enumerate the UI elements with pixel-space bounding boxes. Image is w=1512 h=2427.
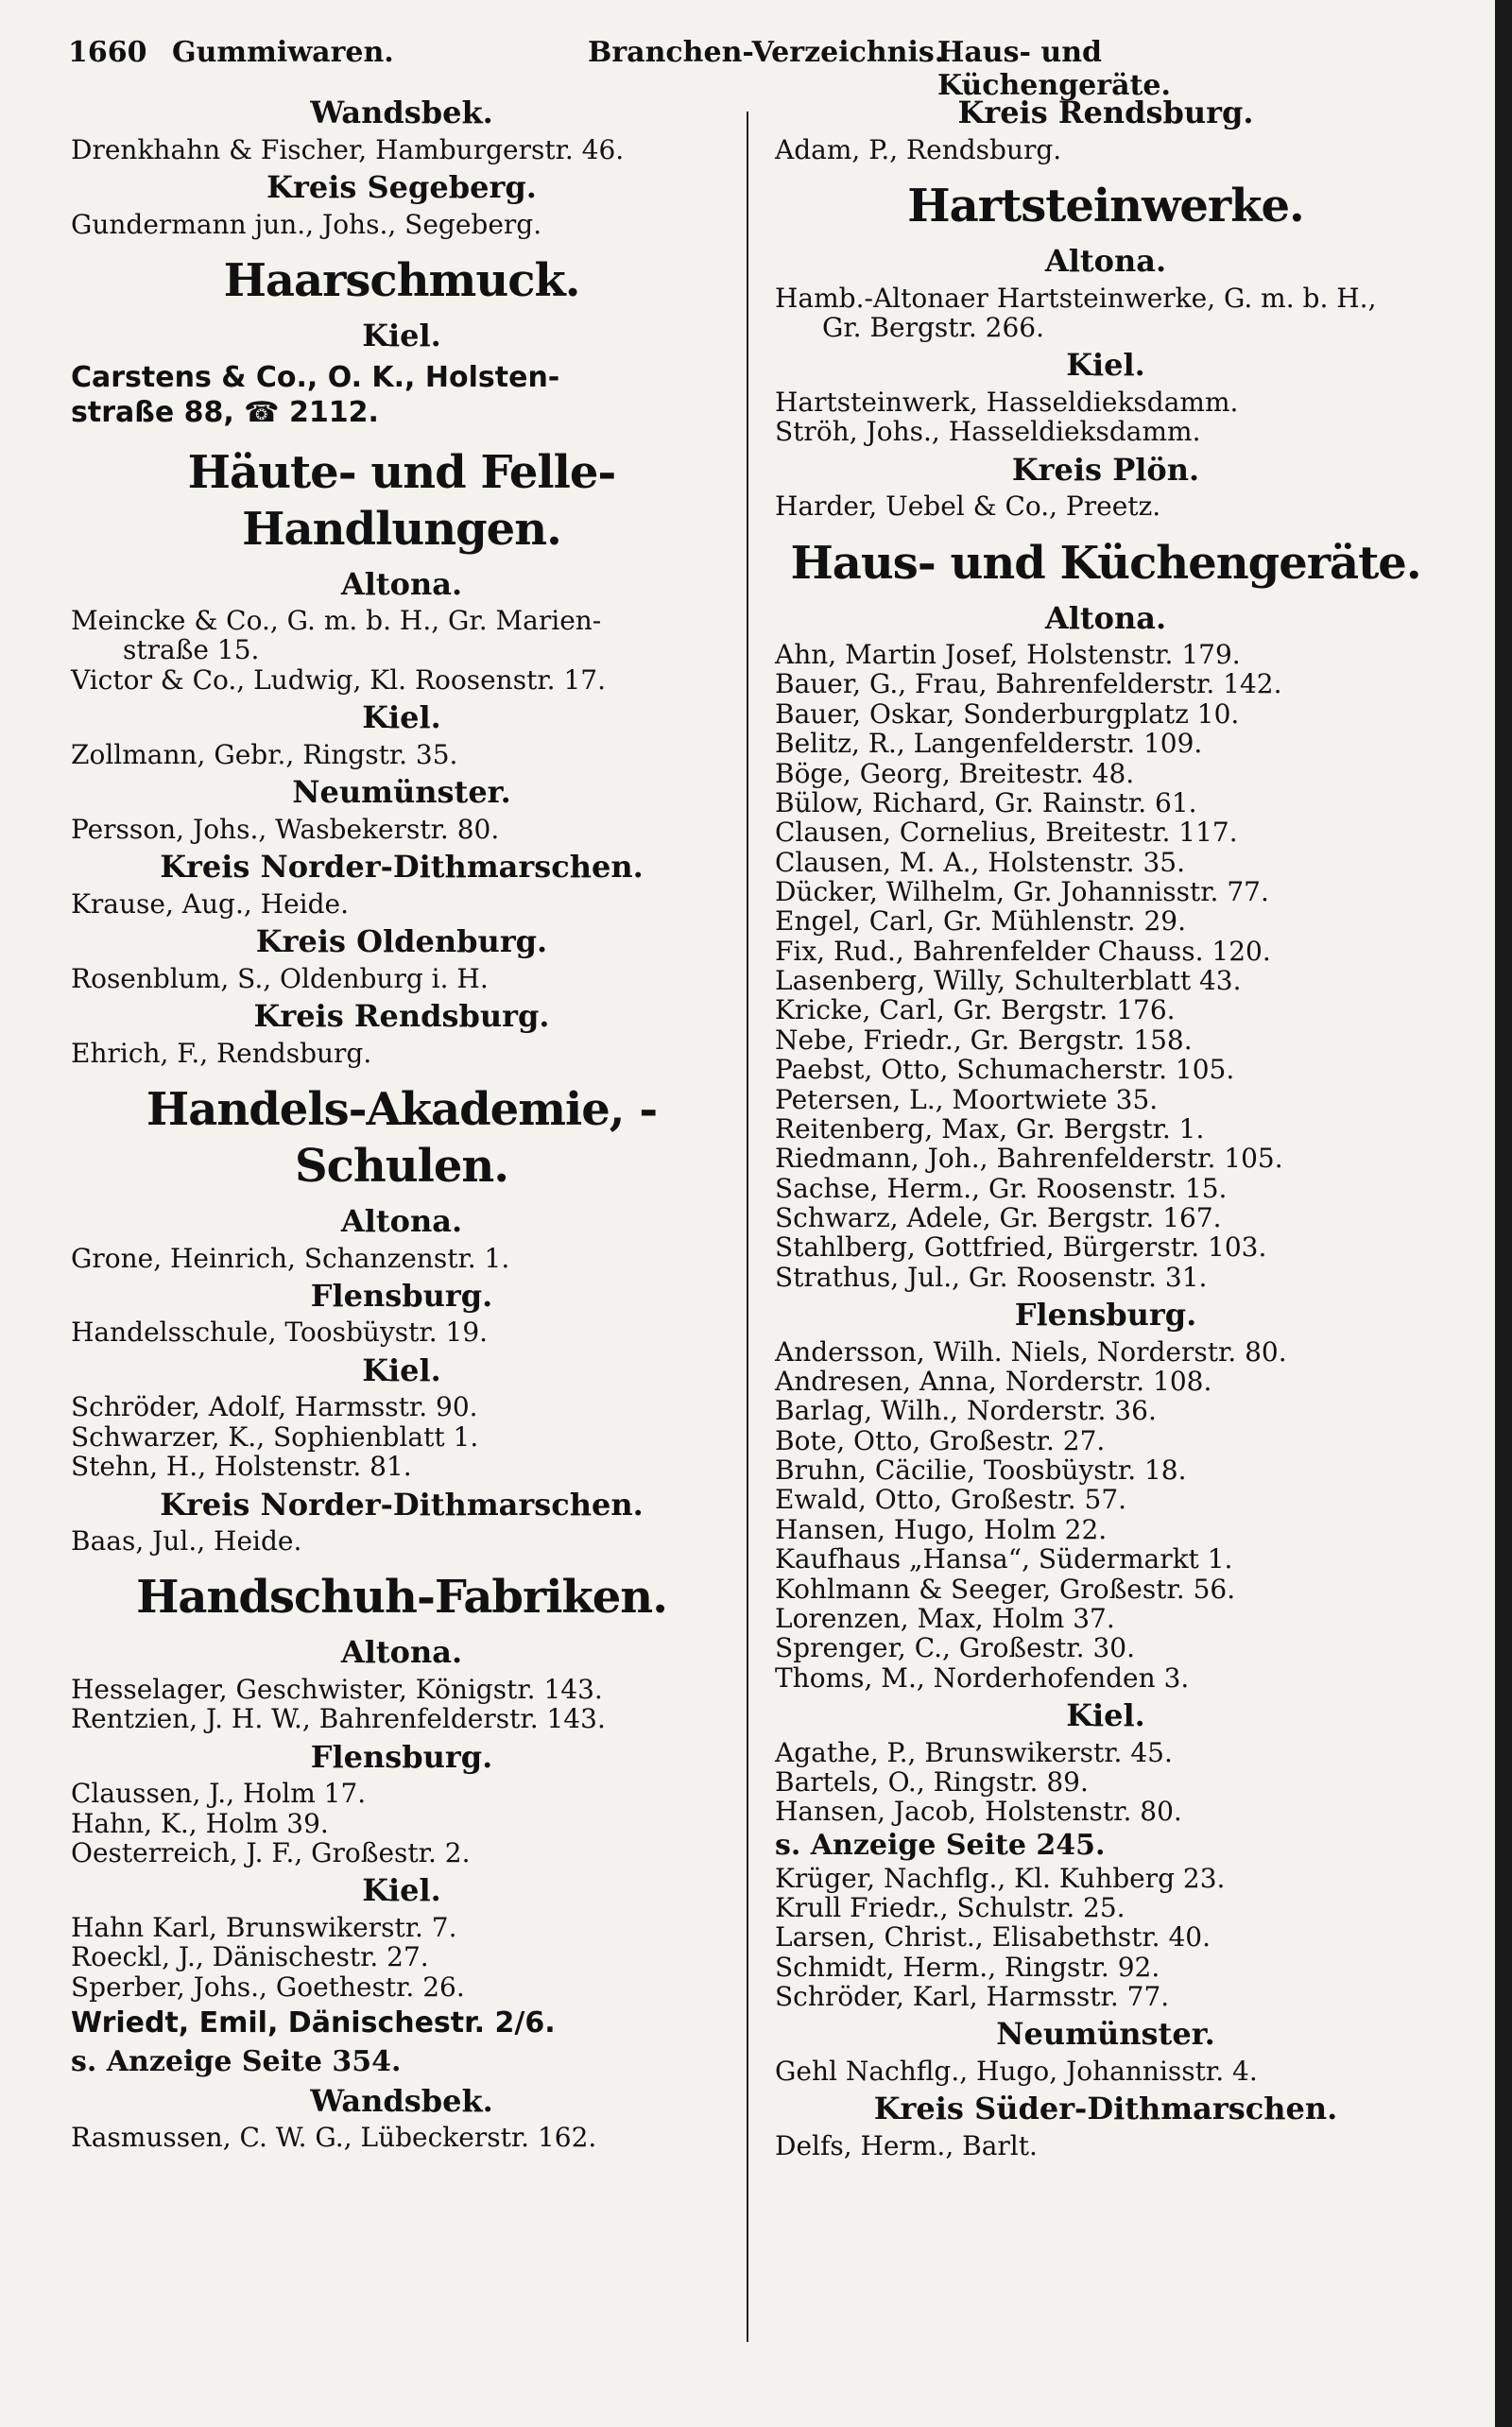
list-item: Victor & Co., Ludwig, Kl. Roosenstr. 17. (71, 663, 606, 696)
section-heading-haeute: Häute- und Felle-Handlungen. (187, 445, 616, 556)
page-number: 1660 (68, 36, 147, 69)
list-item: Fix, Rud., Bahrenfelder Chauss. 120. (775, 935, 1271, 967)
list-item: Hamb.-Altonaer Hartsteinwerke, G. m. b. H., (775, 282, 1377, 314)
list-item: Harder, Uebel & Co., Preetz. (775, 491, 1161, 523)
list-item: Barlag, Wilh., Norderstr. 36. (775, 1395, 1157, 1427)
list-item: Engel, Carl, Gr. Mühlenstr. 29. (775, 905, 1187, 938)
place-heading: Flensburg. (310, 1277, 493, 1314)
advert-reference: s. Anzeige Seite 245. (775, 1828, 1106, 1862)
list-item: Stehn, H., Holstenstr. 81. (71, 1451, 412, 1483)
place-heading: Kreis Segeberg. (266, 168, 537, 205)
page-header (68, 36, 1325, 102)
list-item: Clausen, M. A., Holstenstr. 35. (775, 846, 1185, 878)
section-heading-hartstein: Hartsteinwerke. (907, 179, 1304, 232)
list-item: Reitenberg, Max, Gr. Bergstr. 1. (775, 1112, 1205, 1145)
list-item: Lasenberg, Willy, Schulterblatt 43. (775, 965, 1242, 997)
right-column (775, 90, 1436, 2160)
list-item: Stahlberg, Gottfried, Bürgerstr. 103. (775, 1231, 1267, 1264)
place-heading: Wandsbek. (310, 95, 493, 130)
list-item: Bruhn, Cäcilie, Toosbüystr. 18. (775, 1454, 1187, 1487)
list-item: Hahn Karl, Brunswikerstr. 7. (71, 1912, 457, 1944)
place-heading: Altona. (340, 1634, 463, 1671)
kiel-list (775, 1738, 1436, 1827)
list-item: Bote, Otto, Großestr. 27. (775, 1424, 1106, 1456)
section-heading-handschuh: Handschuh-Fabriken. (136, 1571, 667, 1625)
place-heading: Kiel. (1066, 347, 1145, 384)
altona-list (775, 640, 1436, 1292)
list-item: Meincke & Co., G. m. b. H., Gr. Marien- (71, 605, 602, 637)
list-item: Drenkhahn & Fischer, Hamburgerstr. 46. (71, 133, 625, 165)
list-item: Rentzien, J. H. W., Bahrenfelderstr. 143. (71, 1703, 606, 1735)
place-heading: Kiel. (362, 1351, 441, 1388)
list-item: Schröder, Adolf, Harmsstr. 90. (71, 1391, 478, 1423)
list-item: Kricke, Carl, Gr. Bergstr. 176. (775, 994, 1176, 1026)
flensburg-list (775, 1337, 1436, 1693)
list-item: Baas, Jul., Heide. (71, 1525, 302, 1558)
list-item: Dücker, Wilhelm, Gr. Johannisstr. 77. (775, 876, 1269, 907)
running-section: Haus- und Küchengeräte. (937, 36, 1171, 102)
list-item: Schwarzer, K., Sophienblatt 1. (71, 1420, 479, 1453)
list-item: Riedmann, Joh., Bahrenfelderstr. 105. (775, 1143, 1283, 1175)
place-heading: Altona. (340, 1202, 463, 1239)
list-item: Bauer, Oskar, Sonderburgplatz 10. (775, 697, 1240, 730)
place-heading: Flensburg. (1014, 1297, 1197, 1334)
place-heading: Kreis Süder-Dithmarschen. (873, 2091, 1338, 2127)
list-item: Adam, P., Rendsburg. (775, 133, 1062, 165)
place-heading: Kreis Norder-Dithmarschen. (160, 1486, 644, 1523)
list-item: straße 15. (123, 634, 260, 666)
place-heading: Kiel. (362, 699, 441, 736)
place-heading: Neumünster. (996, 2016, 1215, 2053)
list-item: Krause, Aug., Heide. (71, 887, 349, 920)
advert-entry: straße 88, ☎ 2112. (71, 396, 379, 429)
list-item: Thoms, M., Norderhofenden 3. (775, 1661, 1190, 1694)
column-divider (747, 112, 748, 2342)
advert-entry: Wriedt, Emil, Dänischestr. 2/6. (71, 2006, 556, 2040)
place-heading: Kreis Rendsburg. (253, 997, 550, 1034)
place-heading: Kreis Plön. (1011, 451, 1200, 488)
list-item: Zollmann, Gebr., Ringstr. 35. (71, 738, 458, 770)
list-item: Lorenzen, Max, Holm 37. (775, 1602, 1115, 1634)
list-item: Krüger, Nachflg., Kl. Kuhberg 23. (775, 1862, 1226, 1894)
place-heading: Flensburg. (310, 1738, 493, 1775)
list-item: Delfs, Herm., Barlt. (775, 2129, 1038, 2161)
list-item: Ehrich, F., Rendsburg. (71, 1037, 372, 1069)
running-category: Gummiwaren. (172, 36, 394, 69)
list-item: Paebst, Otto, Schumacherstr. 105. (775, 1054, 1235, 1086)
place-heading: Kiel. (362, 1872, 441, 1909)
list-item: Sprenger, C., Großestr. 30. (775, 1632, 1135, 1664)
list-item: Kohlmann & Seeger, Großestr. 56. (775, 1573, 1236, 1605)
list-item: Bartels, O., Ringstr. 89. (775, 1765, 1089, 1798)
place-heading: Kreis Norder-Dithmarschen. (160, 849, 644, 886)
place-heading: Altona. (340, 565, 463, 602)
list-item: Gr. Bergstr. 266. (822, 311, 1045, 343)
list-item: Petersen, L., Moortwiete 35. (775, 1083, 1159, 1115)
list-item: Oesterreich, J. F., Großestr. 2. (71, 1837, 471, 1869)
running-title: Branchen-Verzeichnis. (588, 36, 945, 69)
list-item: Andresen, Anna, Norderstr. 108. (775, 1365, 1212, 1397)
section-heading-handels: Handels-Akademie, -Schulen. (146, 1082, 658, 1193)
place-heading: Kiel. (362, 317, 441, 353)
list-item: Schmidt, Herm., Ringstr. 92. (775, 1951, 1160, 1983)
place-heading: Kreis Rendsburg. (957, 95, 1254, 130)
list-item: Hesselager, Geschwister, Königstr. 143. (71, 1674, 603, 1706)
list-item: Hansen, Jacob, Holstenstr. 80. (775, 1796, 1182, 1828)
list-item: Rasmussen, C. W. G., Lübeckerstr. 162. (71, 2122, 597, 2154)
list-item: Clausen, Cornelius, Breitestr. 117. (775, 817, 1238, 849)
advert-entry: Carstens & Co., O. K., Holsten- (71, 360, 560, 394)
list-item: Hartsteinwerk, Hasseldieksdamm. (775, 386, 1239, 418)
list-item: Ewald, Otto, Großestr. 57. (775, 1484, 1127, 1516)
list-item: Grone, Heinrich, Schanzenstr. 1. (71, 1242, 510, 1274)
list-item: Agathe, P., Brunswikerstr. 45. (775, 1736, 1173, 1768)
list-item: Belitz, R., Langenfelderstr. 109. (775, 728, 1203, 760)
list-item: Handelsschule, Toosbüystr. 19. (71, 1317, 489, 1349)
left-column (71, 90, 732, 2153)
advert-reference: s. Anzeige Seite 354. (71, 2044, 402, 2078)
list-item: Persson, Johs., Wasbekerstr. 80. (71, 813, 500, 845)
list-item: Strathus, Jul., Gr. Roosenstr. 31. (775, 1261, 1208, 1293)
kiel-list (775, 1864, 1436, 2012)
list-item: Roeckl, J., Dänischestr. 27. (71, 1941, 429, 1973)
place-heading: Altona. (1044, 242, 1167, 279)
list-item: Hahn, K., Holm 39. (71, 1807, 329, 1839)
list-item: Sperber, Johs., Goethestr. 26. (71, 1971, 465, 2003)
list-item: Bülow, Richard, Gr. Rainstr. 61. (775, 786, 1197, 818)
list-item: Rosenblum, S., Oldenburg i. H. (71, 962, 489, 994)
list-item: Bauer, G., Frau, Bahrenfelderstr. 142. (775, 668, 1282, 700)
list-item: Gundermann jun., Johs., Segeberg. (71, 208, 542, 240)
place-heading: Neumünster. (292, 774, 511, 811)
page-edge-shadow (1495, 0, 1512, 2427)
list-item: Ahn, Martin Josef, Holstenstr. 179. (775, 639, 1241, 671)
list-item: Larsen, Christ., Elisabethstr. 40. (775, 1921, 1211, 1954)
section-heading-haarschmuck: Haarschmuck. (223, 253, 580, 307)
list-item: Claussen, J., Holm 17. (71, 1778, 367, 1810)
list-item: Sachse, Herm., Gr. Roosenstr. 15. (775, 1172, 1228, 1204)
place-heading: Kreis Oldenburg. (255, 923, 548, 960)
list-item: Andersson, Wilh. Niels, Norderstr. 80. (775, 1335, 1287, 1368)
list-item: Krull Friedr., Schulstr. 25. (775, 1891, 1125, 1923)
list-item: Schröder, Karl, Harmsstr. 77. (775, 1981, 1170, 2013)
place-heading: Altona. (1044, 599, 1167, 636)
list-item: Ströh, Johs., Hasseldieksdamm. (775, 416, 1201, 448)
list-item: Hansen, Hugo, Holm 22. (775, 1513, 1108, 1545)
list-item: Kaufhaus „Hansa“, Südermarkt 1. (775, 1543, 1233, 1575)
section-heading-haus: Haus- und Küchengeräte. (790, 536, 1421, 590)
list-item: Böge, Georg, Breitestr. 48. (775, 757, 1135, 789)
place-heading: Wandsbek. (310, 2082, 493, 2119)
place-heading: Kiel. (1066, 1696, 1145, 1733)
list-item: Nebe, Friedr., Gr. Bergstr. 158. (775, 1024, 1193, 1056)
list-item: Gehl Nachflg., Hugo, Johannisstr. 4. (775, 2056, 1258, 2087)
list-item: Schwarz, Adele, Gr. Bergstr. 167. (775, 1201, 1222, 1233)
